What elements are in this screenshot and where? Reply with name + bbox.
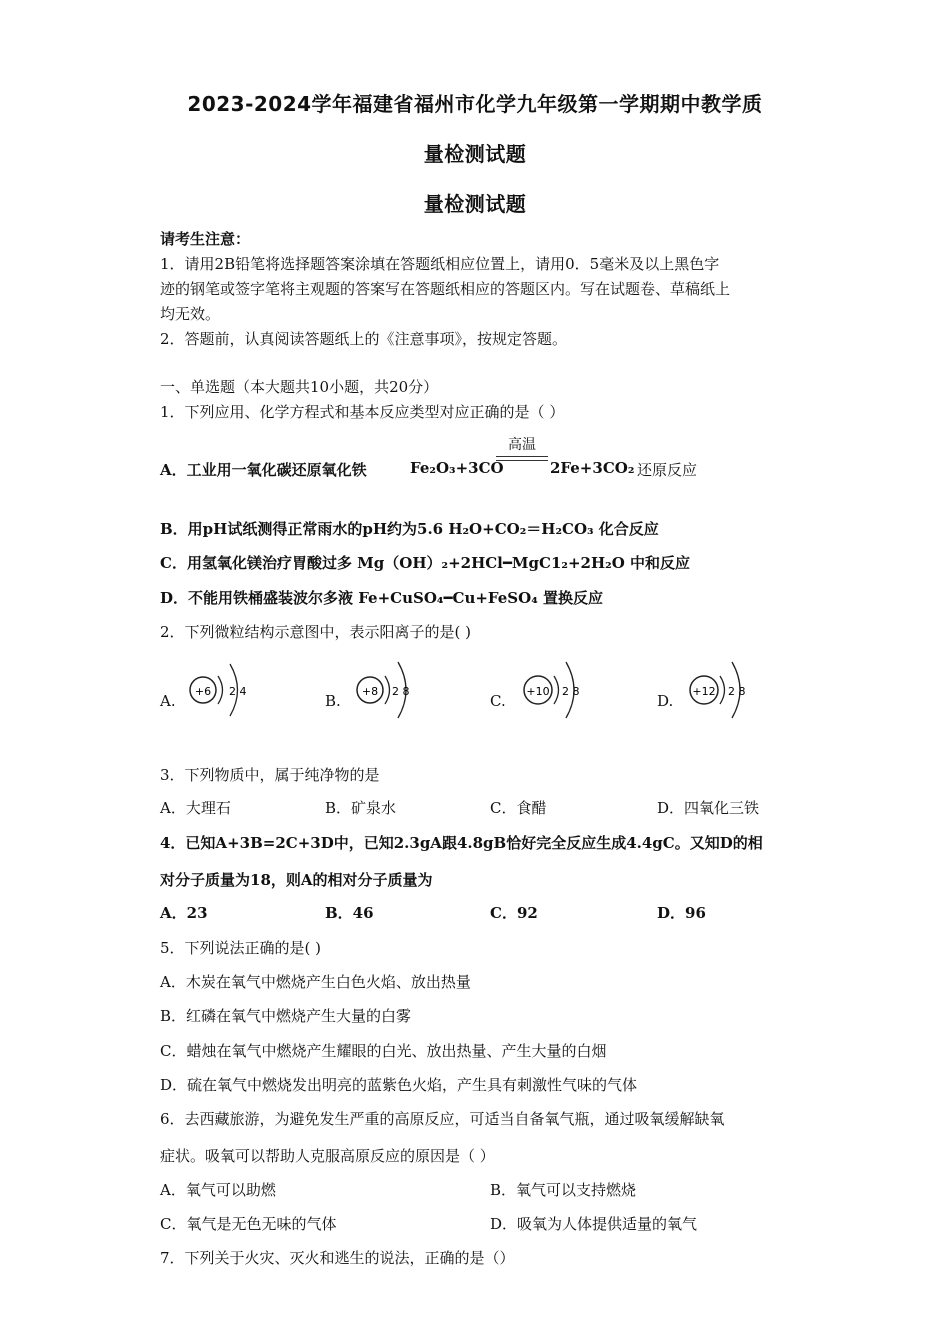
q6-option-a: A．氧气可以助燃	[160, 1181, 276, 1199]
notice-item-1: 1．请用2B铅笔将选择题答案涂填在答题纸相应位置上，请用0．5毫米及以上黑色字	[160, 255, 720, 273]
q3-option-c: C．食醋	[490, 799, 547, 817]
q3-option-b: B．矿泉水	[325, 799, 397, 817]
section-heading: 一、单选题（本大题共10小题，共20分）	[160, 378, 439, 396]
q1-option-a-label: A．工业用一氧化碳还原氧化铁	[160, 461, 367, 479]
exam-title-line-1: 2023-2024学年福建省福州市化学九年级第一学期期中教学质	[187, 92, 763, 116]
electron-shells-d: 2 8	[728, 685, 746, 698]
q4-stem: 4．已知A+3B=2C+3D中，已知2.3gA跟4.8gB恰好完全反应生成4.4gC。又知D的相	[160, 834, 763, 852]
q3-stem: 3．下列物质中，属于纯净物的是	[160, 766, 380, 784]
nucleus-charge-c: +10	[526, 685, 550, 698]
q7-stem: 7．下列关于火灾、灭火和逃生的说法，正确的是（）	[160, 1249, 515, 1267]
nucleus-charge-b: +8	[361, 685, 379, 698]
nucleus-charge-a: +6	[194, 685, 212, 698]
q1-option-b: B．用pH试纸测得正常雨水的pH约为5.6 H₂O+CO₂＝H₂CO₃ 化合反应	[160, 520, 659, 538]
notice-item-2: 2．答题前，认真阅读答题纸上的《注意事项》，按规定答题。	[160, 330, 568, 348]
exam-title-line-3: 量检测试题	[423, 192, 527, 216]
q3-option-d: D．四氧化三铁	[657, 799, 760, 817]
q2-option-d-label: D.	[657, 692, 674, 710]
condition-bar-2	[496, 460, 548, 461]
q1-option-c: C．用氢氧化镁治疗胃酸过多 Mg（OH）₂+2HCl━MgC1₂+2H₂O 中和反应	[160, 554, 690, 572]
q1-option-a-type: 还原反应	[637, 461, 698, 479]
notice-heading: 请考生注意：	[160, 230, 251, 248]
q2-option-c-label: C.	[490, 692, 506, 710]
q5-stem: 5．下列说法正确的是( )	[160, 939, 322, 957]
q3-option-a: A．大理石	[160, 799, 231, 817]
q6-option-c: C．氧气是无色无味的气体	[160, 1215, 337, 1233]
exam-title-line-2: 量检测试题	[423, 142, 527, 166]
q6-option-b: B．氧气可以支持燃烧	[490, 1181, 637, 1199]
q4-option-c: C．92	[490, 904, 538, 922]
condition-bar	[496, 456, 548, 457]
electron-shells-c: 2 8	[562, 685, 580, 698]
q1-reaction-condition	[496, 434, 548, 461]
atom-structure-diagram-c	[518, 652, 593, 724]
condition-text: 高温	[508, 437, 536, 453]
q1-option-a-products: 2Fe+3CO₂	[550, 459, 635, 477]
q2-option-b-label: B.	[325, 692, 341, 710]
q4-stem-cont: 对分子质量为18，则A的相对分子质量为	[160, 871, 433, 889]
q6-stem-cont: 症状。吸氧可以帮助人克服高原反应的原因是（ ）	[160, 1147, 495, 1165]
q4-option-b: B．46	[325, 904, 374, 922]
electron-shells-b: 2 8	[392, 685, 410, 698]
q5-option-c: C．蜡烛在氧气中燃烧产生耀眼的白光、放出热量、产生大量的白烟	[160, 1042, 607, 1060]
q2-option-a-label: A.	[160, 692, 176, 710]
q4-option-a: A．23	[160, 904, 208, 922]
atom-structure-diagram-d	[684, 652, 759, 724]
q2-stem: 2．下列微粒结构示意图中，表示阳离子的是( )	[160, 623, 472, 641]
electron-shells-a: 2 4	[229, 685, 247, 698]
q5-option-d: D．硫在氧气中燃烧发出明亮的蓝紫色火焰，产生具有刺激性气味的气体	[160, 1076, 638, 1094]
q1-option-d: D．不能用铁桶盛装波尔多液 Fe+CuSO₄━Cu+FeSO₄ 置换反应	[160, 589, 603, 607]
atom-structure-diagram-a	[185, 652, 255, 724]
q4-option-d: D．96	[657, 904, 706, 922]
q6-option-d: D．吸氧为人体提供适量的氧气	[490, 1215, 698, 1233]
q1-option-a-reactants: Fe₂O₃+3CO	[410, 459, 504, 477]
q5-option-a: A．木炭在氧气中燃烧产生白色火焰、放出热量	[160, 973, 471, 991]
notice-item-1-cont: 迹的钢笔或签字笔将主观题的答案写在答题纸相应的答题区内。写在试题卷、草稿纸上	[160, 280, 731, 298]
q1-stem: 1．下列应用、化学方程式和基本反应类型对应正确的是（ ）	[160, 403, 565, 421]
nucleus-charge-d: +12	[692, 685, 716, 698]
notice-item-1-end: 均无效。	[160, 305, 221, 323]
atom-structure-diagram-b	[352, 652, 427, 724]
q6-stem: 6．去西藏旅游，为避免发生严重的高原反应，可适当自备氧气瓶，通过吸氧缓解缺氧	[160, 1110, 725, 1128]
q5-option-b: B．红磷在氧气中燃烧产生大量的白雾	[160, 1007, 412, 1025]
